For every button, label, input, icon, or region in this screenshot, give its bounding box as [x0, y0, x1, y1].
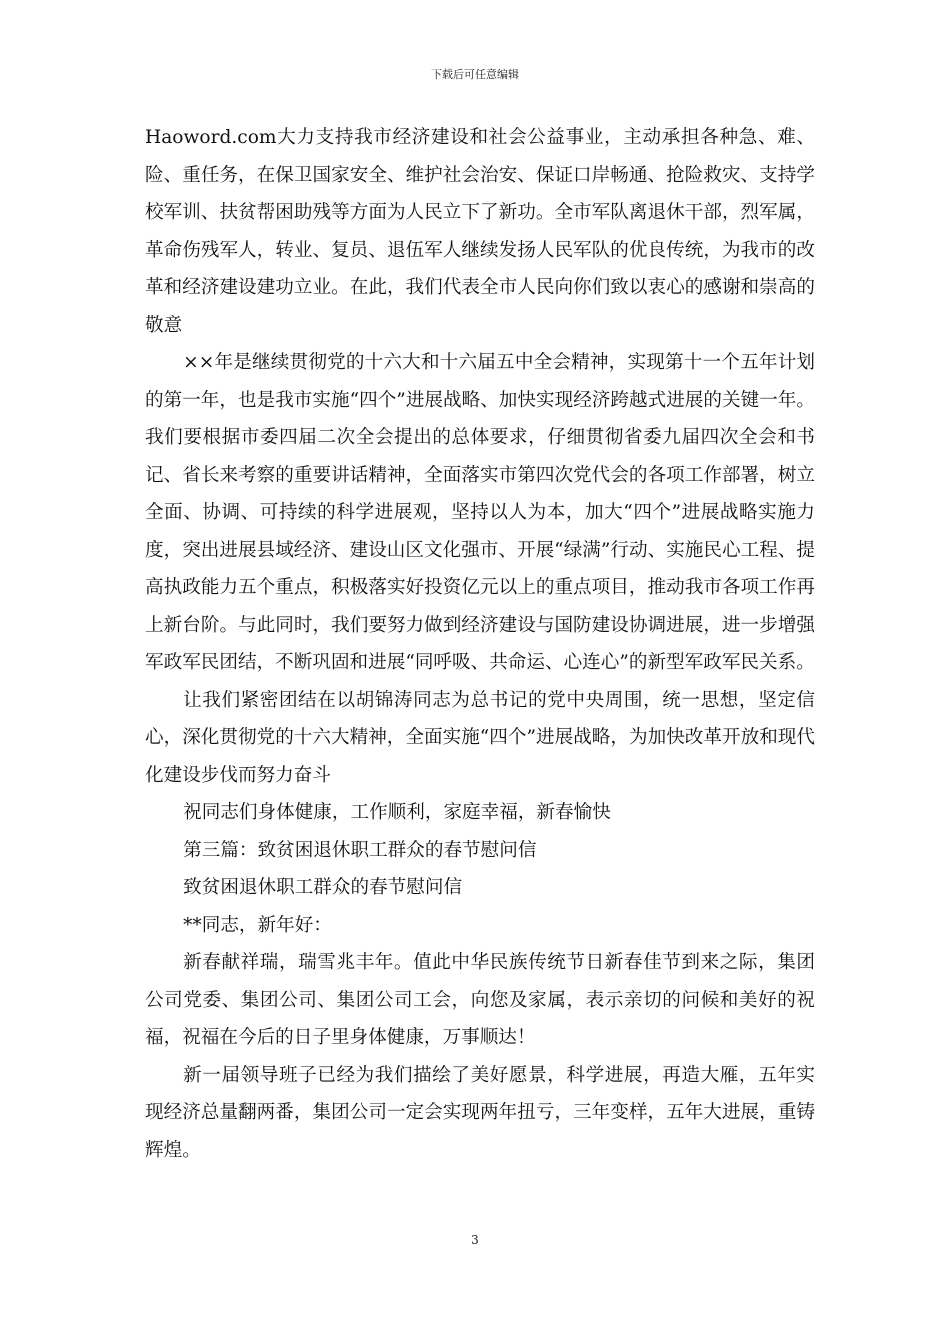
paragraph-5: 新春献祥瑞，瑞雪兆丰年。值此中华民族传统节日新春佳节到来之际，集团公司党委、集团公司、集团公司工会，向您及家属，表示亲切的问候和美好的祝福，祝福在今后的日子里身体健康，万事顺达！: [145, 952, 815, 1048]
document-body: [145, 119, 815, 1169]
letter-title: 致贫困退休职工群众的春节慰问信: [183, 877, 463, 898]
paragraph-2: ××年是继续贯彻党的十六大和十六届五中全会精神，实现第十一个五年计划的第一年，也是我市实施“四个”进展战略、加快实现经济跨越式进展的关键一年。我们要根据市委四届二次全会提出的总体要求，仔细贯彻省委九届四次全会和书记、省长来考察的重要讲话精神，全面落实市第四次党代会的各项工作部署，树立全面、协调、可持续的科学进展观，坚持以人为本，加大“四个”进展战略实施力度，突出进展县域经济、建设山区文化强市、开展“绿满”行动、实施民心工程、提高执政能力五个重点，积极落实好投资亿元以上的重点项目，推动我市各项工作再上新台阶。与此同时，我们要努力做到经济建设与国防建设协调进展，进一步增强军政军民团结，不断巩固和进展“同呼吸、共命运、心连心”的新型军政军民关系。: [145, 352, 815, 673]
letter-salutation: **同志，新年好：: [183, 914, 332, 936]
page-number: 3: [471, 1233, 479, 1247]
paragraph-6: 新一届领导班子已经为我们描绘了美好愿景，科学进展，再造大雁，五年实现经济总量翻两番，集团公司一定会实现两年扭亏，三年变样，五年大进展，重铸辉煌。: [145, 1064, 815, 1161]
paragraph-1: Haoword.com大力支持我市经济建设和社会公益事业，主动承担各种急、难、险、重任务，在保卫国家安全、维护社会治安、保证口岸畅通、抢险救灾、支持学校军训、扶贫帮困助残等方面为人民立下了新功。全市军队离退休干部，烈军属，革命伤残军人，转业、复员、退伍军人继续发扬人民军队的优良传统，为我市的改革和经济建设建功立业。在此，我们代表全市人民向你们致以衷心的感谢和崇高的敬意: [145, 127, 815, 336]
page-header: 下载后可任意编辑: [431, 68, 519, 81]
paragraph-4: 祝同志们身体健康，工作顺利，家庭幸福，新春愉快: [183, 802, 611, 823]
section-title: 第三篇：致贫困退休职工群众的春节慰问信: [183, 839, 537, 861]
paragraph-3: 让我们紧密团结在以胡锦涛同志为总书记的党中央周围，统一思想，坚定信心，深化贯彻党的十六大精神，全面实施“四个”进展战略，为加快改革开放和现代化建设步伐而努力奋斗: [145, 689, 815, 786]
